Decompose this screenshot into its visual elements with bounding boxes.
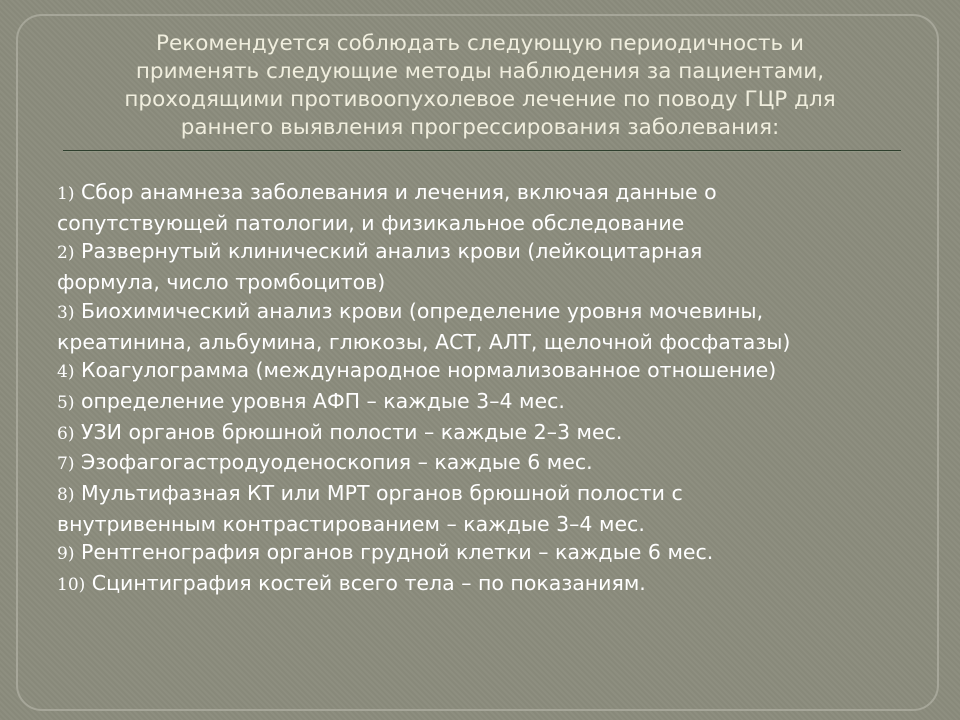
item-text: УЗИ органов брюшной полости – каждые 2–3 мес. (74, 419, 623, 444)
item-number: 1) (57, 184, 75, 204)
item-number: 5) (57, 392, 75, 413)
title-divider (63, 150, 901, 151)
list-item (57, 237, 917, 296)
list-item (57, 297, 917, 356)
list-item (57, 356, 917, 387)
item-text: Развернутый клинический анализ крови (лейкоцитарная формула, число тромбоцитов) (57, 239, 703, 295)
item-number: 4) (57, 362, 75, 383)
list-item (57, 387, 917, 418)
item-text: Коагулограмма (международное нормализованное отношение) (74, 358, 777, 383)
item-text: Сбор анамнеза заболевания и лечения, включая данные о сопутствующей патологии, и физикальное обследование (57, 180, 717, 235)
item-number: 7) (57, 454, 75, 475)
item-text: Биохимический анализ крови (определение уровня мочевины, креатинина, альбумина, глюкозы, АСТ, АЛТ, щелочной фосфатазы) (57, 298, 791, 354)
methods-list (57, 178, 917, 600)
item-number: 3) (57, 302, 75, 323)
item-text: Мультифазная КТ или МРТ органов брюшной полости с внутривенным контрастированием – каждые 3–4 мес. (57, 481, 683, 536)
item-number: 9) (57, 544, 75, 565)
list-item (57, 479, 917, 538)
item-number: 2) (57, 243, 75, 264)
item-number: 6) (57, 423, 75, 444)
list-item (57, 178, 917, 237)
item-text: определение уровня АФП – каждые 3–4 мес. (74, 388, 565, 413)
slide-title: Рекомендуется соблюдать следующую периодичность и применять следующие методы наблюдения за пациентами, проходящими противоопухолевое лечение по поводу ГЦР для раннего выявления прогрессирования заболевания: (124, 31, 836, 140)
item-number: 8) (57, 485, 75, 506)
item-number: 10) (57, 575, 86, 596)
list-item (57, 448, 917, 479)
list-item (57, 569, 917, 600)
item-text: Эзофагогастродуоденоскопия – каждые 6 мес. (74, 450, 593, 475)
item-text: Сцинтиграфия костей всего тела – по показаниям. (85, 571, 646, 596)
list-item (57, 538, 917, 569)
item-text: Рентгенография органов грудной клетки – каждые 6 мес. (74, 540, 714, 565)
list-item (57, 418, 917, 449)
